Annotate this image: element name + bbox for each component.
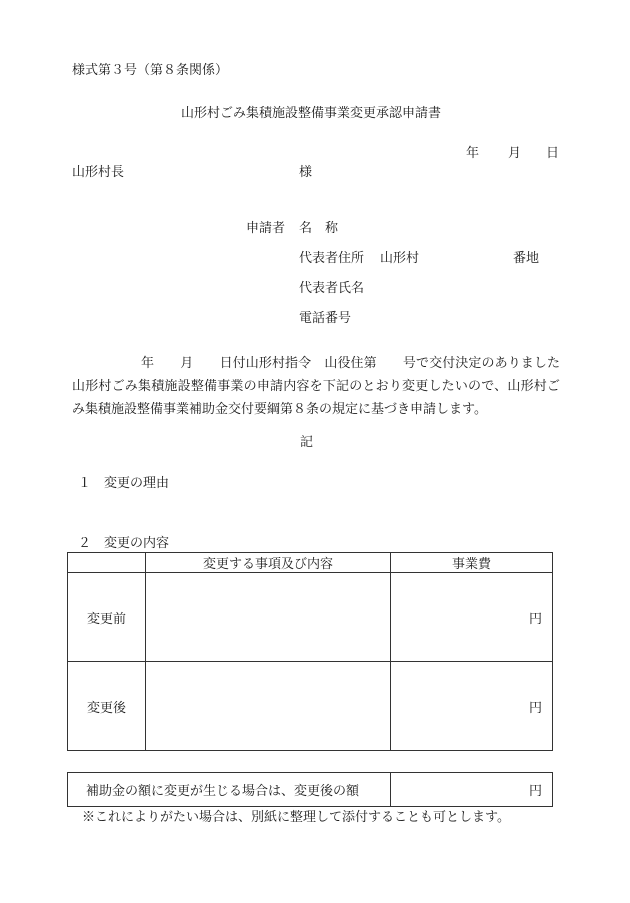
date-year-label: 年 [466, 146, 480, 161]
ki-heading: 記 [300, 435, 314, 450]
subsidy-label: 補助金の額に変更が生じる場合は、変更後の額 [68, 773, 391, 807]
row-content-after[interactable] [146, 662, 391, 751]
body-paragraph: 年 月 日付山形村指令 山役住第 号で交付決定のありました山形村ごみ集積施設整備事業の申請内容を下記のとおり変更したいので、山形村ごみ集積施設整備事業補助金交付要綱第８条の規定に基づき申請します。 [72, 356, 560, 417]
applicant-address-label: 代表者住所 [299, 251, 365, 266]
date-month-label: 月 [508, 146, 522, 161]
footnote: ※これによりがたい場合は、別紙に整理して添付することも可とします。 [82, 810, 510, 825]
applicant-rep-name-label: 代表者氏名 [299, 281, 365, 296]
subsidy-table [67, 772, 553, 807]
table-header-cost: 事業費 [391, 553, 553, 573]
addressee-name: 山形村長 [72, 165, 125, 180]
section-change-content: ２ 変更の内容 [78, 536, 170, 551]
applicant-label: 申請者 [246, 221, 286, 236]
change-table [67, 552, 553, 751]
document-title: 山形村ごみ集積施設整備事業変更承認申請書 [181, 106, 442, 121]
row-content-before[interactable] [146, 573, 391, 662]
addressee-honorific: 様 [299, 165, 313, 180]
applicant-phone-label: 電話番号 [299, 311, 352, 326]
table-row [68, 573, 553, 662]
form-number: 様式第３号（第８条関係） [72, 63, 229, 78]
table-header-row [68, 553, 553, 573]
applicant-name-label: 名 称 [299, 221, 339, 236]
row-amount-before[interactable]: 円 [391, 573, 553, 662]
row-label-after: 変更後 [68, 662, 146, 751]
row-amount-after[interactable]: 円 [391, 662, 553, 751]
applicant-address-suffix: 番地 [513, 251, 540, 266]
section-change-reason: １ 変更の理由 [78, 476, 170, 491]
table-header-blank [68, 553, 146, 573]
subsidy-row [68, 773, 553, 807]
applicant-address-village: 山形村 [380, 251, 420, 266]
date-day-label: 日 [546, 146, 560, 161]
row-label-before: 変更前 [68, 573, 146, 662]
table-row [68, 662, 553, 751]
subsidy-amount[interactable]: 円 [391, 773, 553, 807]
table-header-content: 変更する事項及び内容 [146, 553, 391, 573]
